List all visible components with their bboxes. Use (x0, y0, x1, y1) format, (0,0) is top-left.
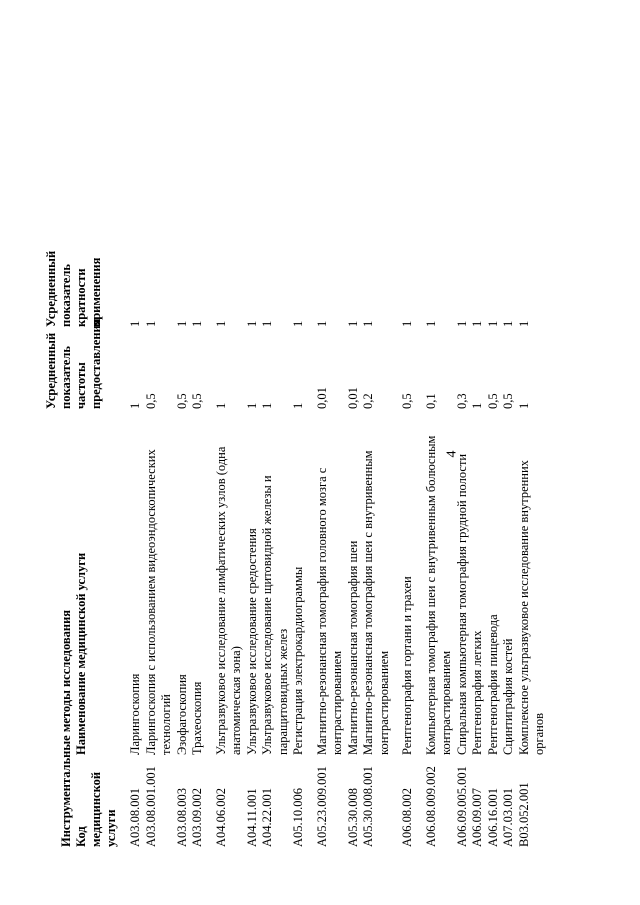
service-table (128, 67, 548, 847)
frequency-value: 0,2 (361, 393, 375, 409)
service-name: Ларингоскопия с использованием видеоэндоскопических технологий (143, 449, 173, 755)
table-row (291, 67, 307, 847)
table-row (214, 67, 245, 847)
multiplicity-value: 1 (454, 320, 469, 327)
page-number: 4 (444, 450, 460, 458)
service-name: Магнитно-резонансная томография головного мозга с контрастированием (314, 467, 344, 755)
frequency-value: 0,5 (485, 393, 500, 409)
frequency-value: 1 (213, 402, 228, 409)
frequency-value: 0,5 (174, 393, 189, 409)
service-name: Магнитно-резонансная томография шеи (345, 540, 360, 755)
table-row (175, 67, 191, 847)
multiplicity-value: 1 (361, 320, 375, 327)
service-code: A06.16.001 (485, 787, 500, 847)
frequency-value: 1 (244, 402, 259, 409)
service-code: A06.09.007 (470, 787, 484, 847)
service-code: A03.08.001.001 (143, 766, 158, 847)
multiplicity-value: 1 (260, 320, 274, 327)
service-name: Эзофагоскопия (174, 674, 189, 755)
multiplicity-value: 1 (190, 320, 204, 327)
service-name: Ультразвуковое исследование щитовидной железы и паращитовидных желез (260, 475, 290, 755)
service-code: A06.08.002 (400, 787, 414, 847)
table-row (245, 67, 261, 847)
service-name: Ультразвуковое исследование лимфатических узлов (одна анатомическая зона) (213, 446, 243, 755)
section-title: Инструментальные методы исследования (59, 609, 73, 847)
multiplicity-value: 1 (423, 320, 438, 327)
service-code: A03.08.001 (128, 787, 142, 847)
header-multiplicity: Усредненный показатель кратности применения (44, 250, 103, 327)
multiplicity-value: 1 (470, 320, 484, 327)
multiplicity-value: 1 (400, 320, 414, 327)
table-row (144, 67, 175, 847)
service-name: Ультразвуковое исследование средостения (244, 528, 259, 755)
frequency-value: 1 (291, 402, 305, 409)
service-code: A03.09.002 (190, 787, 204, 847)
service-code: A05.30.008.001 (361, 766, 375, 847)
service-name: Трахеоскопия (190, 681, 204, 755)
service-name: Регистрация электрокардиограммы (291, 566, 305, 755)
table-row (128, 67, 144, 847)
multiplicity-value: 1 (213, 320, 228, 327)
service-code: B03.052.001 (516, 782, 531, 847)
service-name: Сцинтиграфия костей (501, 638, 515, 755)
multiplicity-value: 1 (291, 320, 305, 327)
frequency-value: 0,01 (314, 387, 329, 409)
service-name: Рентгенография пищевода (485, 614, 500, 755)
frequency-value: 1 (516, 402, 531, 409)
service-code: A05.30.008 (345, 787, 360, 847)
service-name: Компьютерная томография шеи с внутривенным болюсным контрастированием (423, 435, 453, 755)
table-row (424, 67, 455, 847)
frequency-value: 0,5 (400, 393, 414, 409)
table-row (501, 67, 517, 847)
table-row (455, 67, 471, 847)
table-row (517, 67, 548, 847)
multiplicity-value: 1 (244, 320, 259, 327)
multiplicity-value: 1 (345, 320, 360, 327)
service-code: A04.11.001 (244, 788, 259, 847)
service-code: A05.23.009.001 (314, 766, 329, 847)
multiplicity-value: 1 (516, 320, 531, 327)
frequency-value: 1 (260, 402, 274, 409)
frequency-value: 1 (128, 402, 142, 409)
service-name: Магнитно-резонансная томография шеи с внутривенным контрастированием (361, 450, 391, 755)
multiplicity-value: 1 (128, 320, 142, 327)
service-code: A05.10.006 (291, 787, 305, 847)
service-name: Спиральная компьютерная томография грудной полости (454, 453, 469, 755)
table-row (260, 67, 291, 847)
header-frequency: Усредненный показатель частоты предоставления (44, 318, 103, 409)
frequency-value: 0,5 (143, 393, 158, 409)
multiplicity-value: 1 (143, 320, 158, 327)
multiplicity-value: 1 (314, 320, 329, 327)
table-row (486, 67, 502, 847)
table-row (346, 67, 362, 847)
service-code: A03.08.003 (174, 787, 189, 847)
frequency-value: 0,1 (423, 393, 438, 409)
multiplicity-value: 1 (485, 320, 500, 327)
table-row (361, 67, 392, 847)
frequency-value: 0,3 (454, 393, 469, 409)
multiplicity-value: 1 (501, 320, 515, 327)
service-code: A04.22.001 (260, 787, 274, 847)
rotated-table-region (44, 20, 572, 885)
header-name: Наименование медицинской услуги (74, 552, 88, 755)
frequency-value: 0,5 (190, 393, 204, 409)
service-code: A06.08.009.002 (423, 766, 438, 847)
table-row (470, 67, 486, 847)
service-code: A06.09.005.001 (454, 766, 469, 847)
header-code: Код медицинской услуги (74, 771, 118, 847)
service-name: Рентгенография легких (470, 630, 484, 755)
service-name: Ларингоскопия (128, 673, 142, 755)
table-row (400, 67, 416, 847)
table-row (190, 67, 206, 847)
service-name: Рентгенография гортани и трахеи (400, 576, 414, 755)
multiplicity-value: 1 (174, 320, 189, 327)
frequency-value: 0,5 (501, 393, 515, 409)
service-code: A07.03.001 (501, 787, 515, 847)
table-row (315, 67, 346, 847)
service-code: A04.06.002 (213, 787, 228, 847)
frequency-value: 0,01 (345, 387, 360, 409)
service-name: Комплексное ультразвуковое исследование внутренних органов (516, 460, 546, 755)
frequency-value: 1 (470, 402, 484, 409)
